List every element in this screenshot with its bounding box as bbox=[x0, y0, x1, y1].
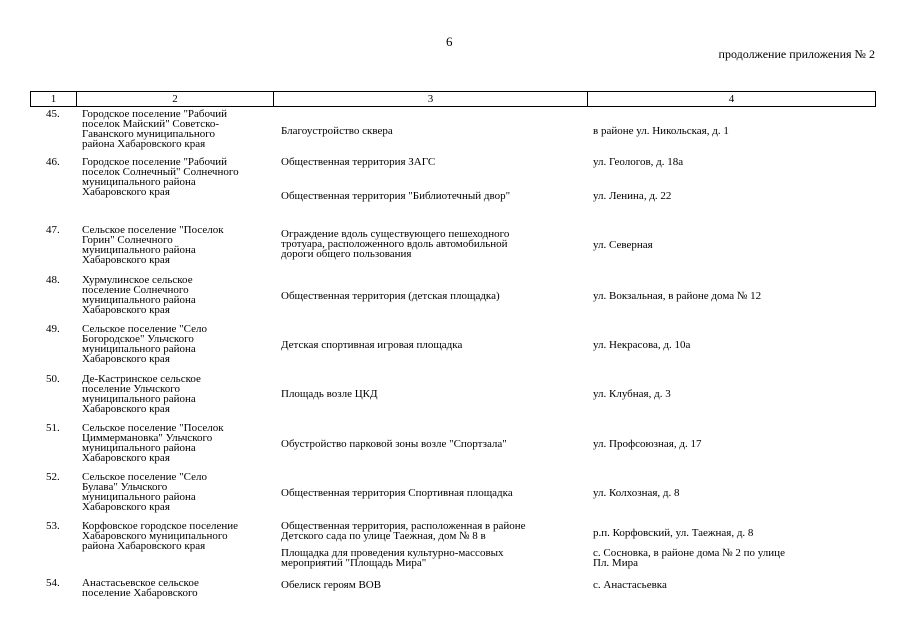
address-cell-line: ул. Северная bbox=[593, 239, 653, 251]
municipality-cell-line: Булава" Ульчского bbox=[82, 481, 168, 493]
address-cell-line: Пл. Мира bbox=[593, 557, 638, 569]
municipality-cell-line: Хабаровского муниципального bbox=[82, 530, 228, 542]
row-number: 52. bbox=[46, 471, 60, 483]
territory-cell-line: Обелиск героям ВОВ bbox=[281, 579, 382, 591]
address-cell-line: ул. Колхозная, д. 8 bbox=[593, 487, 680, 499]
municipality-cell-line: муниципального района bbox=[82, 442, 196, 454]
municipality-cell-line: Городское поселение "Рабочий bbox=[82, 156, 228, 168]
column-header-2: 2 bbox=[77, 92, 274, 106]
column-header-3: 3 bbox=[274, 92, 588, 106]
row-number: 51. bbox=[46, 422, 60, 434]
address-cell-line: с. Сосновка, в районе дома № 2 по улице bbox=[593, 547, 785, 559]
municipality-cell-line: района Хабаровского края bbox=[82, 138, 206, 150]
municipality-cell-line: муниципального района bbox=[82, 393, 196, 405]
page-number: 6 bbox=[446, 34, 453, 49]
municipality-cell-line: муниципального района bbox=[82, 176, 196, 188]
municipality-cell-line: Хурмулинское сельское bbox=[82, 274, 193, 286]
row-number: 47. bbox=[46, 224, 60, 236]
continuation-note: продолжение приложения № 2 bbox=[718, 47, 875, 61]
municipality-cell-line: поселок Майский" Советско- bbox=[82, 118, 220, 130]
address-cell-line: р.п. Корфовский, ул. Таежная, д. 8 bbox=[593, 527, 754, 539]
municipality-cell-line: Хабаровского края bbox=[82, 403, 170, 415]
municipality-cell-line: муниципального района bbox=[82, 294, 196, 306]
column-header-4: 4 bbox=[728, 93, 735, 105]
row-number: 50. bbox=[46, 373, 60, 385]
territory-cell-line: Площадь возле ЦКД bbox=[281, 388, 378, 400]
territory-cell-line: Детская спортивная игровая площадка bbox=[281, 339, 463, 351]
territory-cell-line: Площадка для проведения культурно-массовых bbox=[281, 547, 504, 559]
address-cell-line: в районе ул. Никольская, д. 1 bbox=[593, 125, 729, 137]
municipality-cell-line: Сельское поселение "Поселок bbox=[82, 422, 224, 434]
municipality-cell-line: Корфовское городское поселение bbox=[82, 520, 239, 532]
municipality-cell-line: муниципального района bbox=[82, 491, 196, 503]
municipality-cell-line: Горин" Солнечного bbox=[82, 234, 173, 246]
address-cell-line: с. Анастасьевка bbox=[593, 579, 667, 591]
row-number: 53. bbox=[46, 520, 60, 532]
address-cell-line: ул. Клубная, д. 3 bbox=[593, 388, 671, 400]
municipality-cell-line: Хабаровского края bbox=[82, 186, 170, 198]
address-cell-line: ул. Геологов, д. 18а bbox=[593, 156, 684, 168]
territory-cell-line: тротуара, расположенного вдоль автомобильной bbox=[281, 238, 508, 250]
row-number: 45. bbox=[46, 108, 60, 120]
municipality-cell-line: муниципального района bbox=[82, 343, 196, 355]
row-number: 46. bbox=[46, 156, 60, 168]
territory-cell-line: Ограждение вдоль существующего пешеходного bbox=[281, 228, 510, 240]
address-cell-line: ул. Вокзальная, в районе дома № 12 bbox=[593, 290, 762, 302]
territory-cell-line: Общественная территория (детская площадка) bbox=[281, 290, 500, 302]
municipality-cell-line: Сельское поселение "Село bbox=[82, 471, 207, 483]
territory-cell-line: Общественная территория ЗАГС bbox=[281, 156, 436, 168]
municipality-cell-line: поселок Солнечный" Солнечного bbox=[82, 166, 239, 178]
municipality-cell-line: Гаванского муниципального bbox=[82, 128, 215, 140]
municipality-cell-line: Городское поселение "Рабочий bbox=[82, 108, 228, 120]
address-cell-line: ул. Ленина, д. 22 bbox=[593, 190, 672, 202]
municipality-cell-line: Хабаровского края bbox=[82, 452, 170, 464]
municipality-cell-line: района Хабаровского края bbox=[82, 540, 206, 552]
municipality-cell-line: поселение Солнечного bbox=[82, 284, 189, 296]
municipality-cell-line: Де-Кастринское сельское bbox=[82, 373, 201, 385]
municipality-cell-line: Анастасьевское сельское bbox=[82, 577, 199, 589]
municipality-cell-line: Сельское поселение "Село bbox=[82, 323, 207, 335]
address-cell-line: ул. Некрасова, д. 10а bbox=[593, 339, 691, 351]
row-number: 48. bbox=[46, 274, 60, 286]
territory-cell-line: мероприятий "Площадь Мира" bbox=[281, 557, 427, 569]
column-header-1: 1 bbox=[31, 92, 77, 106]
municipality-cell-line: муниципального района bbox=[82, 244, 196, 256]
territory-cell-line: Общественная территория Спортивная площадка bbox=[281, 487, 513, 499]
address-cell-line: ул. Профсоюзная, д. 17 bbox=[593, 438, 702, 450]
row-number: 49. bbox=[46, 323, 60, 335]
municipality-cell-line: Богородское" Ульчского bbox=[82, 333, 194, 345]
municipality-cell-line: Хабаровского края bbox=[82, 254, 170, 266]
municipality-cell-line: поселение Хабаровского bbox=[82, 587, 198, 599]
municipality-cell-line: Хабаровского края bbox=[82, 501, 170, 513]
municipality-cell-line: Хабаровского края bbox=[82, 304, 170, 316]
territory-cell-line: Общественная территория "Библиотечный двор" bbox=[281, 190, 511, 202]
municipality-cell-line: Хабаровского края bbox=[82, 353, 170, 365]
municipality-cell-line: Циммермановка" Ульчского bbox=[82, 432, 213, 444]
territory-cell-line: дороги общего пользования bbox=[281, 248, 412, 260]
territory-cell-line: Общественная территория, расположенная в районе bbox=[281, 520, 526, 532]
territory-cell-line: Детского сада по улице Таежная, дом № 8 в bbox=[281, 530, 486, 542]
municipality-cell-line: поселение Ульчского bbox=[82, 383, 180, 395]
municipality-cell-line: Сельское поселение "Поселок bbox=[82, 224, 224, 236]
row-number: 54. bbox=[46, 577, 60, 589]
territory-cell-line: Благоустройство сквера bbox=[281, 125, 393, 137]
territory-cell-line: Обустройство парковой зоны возле "Спортзала" bbox=[281, 438, 507, 450]
